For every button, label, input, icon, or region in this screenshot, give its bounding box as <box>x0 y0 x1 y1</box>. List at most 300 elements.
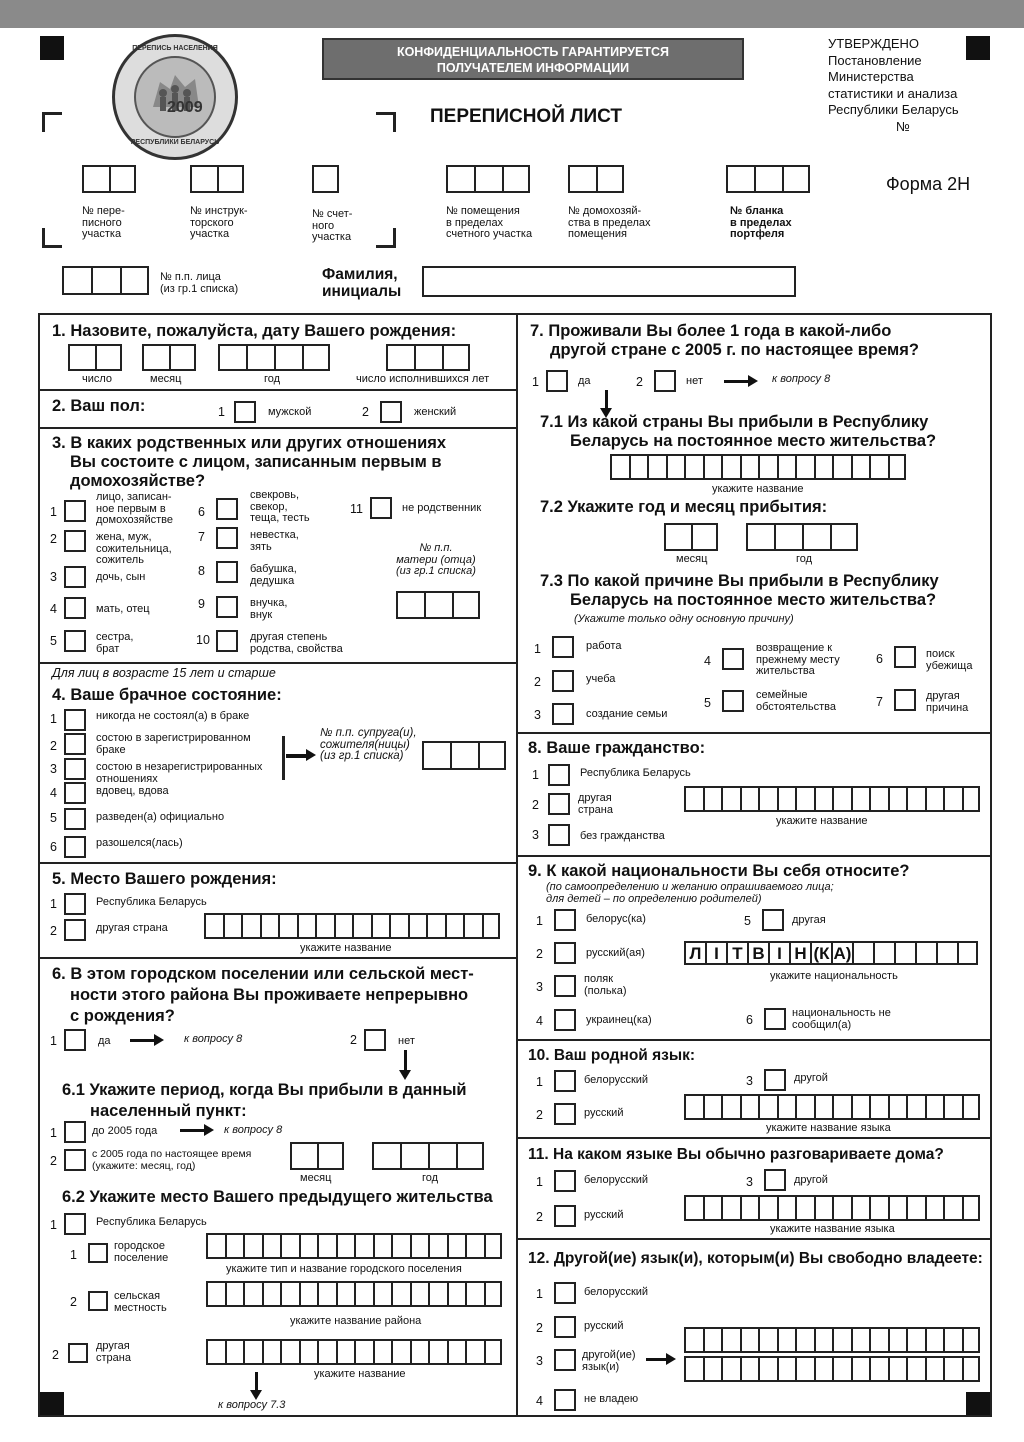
letter-cell[interactable] <box>888 454 907 480</box>
q8-opt3-label: без гражданства <box>580 830 665 842</box>
letter-cell[interactable] <box>869 1356 888 1382</box>
nationality-cell[interactable]: І <box>768 941 789 965</box>
letter-cell[interactable] <box>906 1195 925 1221</box>
letter-cell[interactable] <box>851 1327 870 1353</box>
letter-cell[interactable] <box>684 1094 703 1120</box>
q73-opt5-checkbox[interactable] <box>722 690 744 712</box>
letter-cell[interactable] <box>371 913 390 939</box>
letter-cell[interactable] <box>851 454 870 480</box>
letter-cell[interactable] <box>336 1339 355 1365</box>
q3-opt11-checkbox[interactable] <box>370 497 392 519</box>
letter-cell[interactable] <box>354 1281 373 1307</box>
q9-nationality-field[interactable] <box>684 941 978 965</box>
letter-cell[interactable] <box>428 1281 447 1307</box>
q11-language-field[interactable] <box>684 1195 980 1221</box>
letter-cell[interactable] <box>299 1233 318 1259</box>
q4-arrow <box>286 754 308 758</box>
letter-cell[interactable] <box>943 1356 962 1382</box>
q12-language-field-2[interactable] <box>684 1356 980 1382</box>
code-boxes-2[interactable] <box>190 165 244 193</box>
q61-opt1-checkbox[interactable] <box>64 1121 86 1143</box>
num: 2 <box>532 798 539 812</box>
letter-cell[interactable] <box>354 1233 373 1259</box>
letter-cell[interactable] <box>484 1281 503 1307</box>
letter-cell[interactable] <box>814 1327 833 1353</box>
letter-cell[interactable] <box>777 1356 796 1382</box>
approved-line: статистики и анализа <box>828 85 958 101</box>
q72-year-boxes[interactable] <box>746 523 858 551</box>
q3-opt3-checkbox[interactable] <box>64 566 86 588</box>
q61-opt2-checkbox[interactable] <box>64 1149 86 1171</box>
confidential-line1: КОНФИДЕНЦИАЛЬНОСТЬ ГАРАНТИРУЕТСЯ <box>396 45 670 59</box>
letter-cell[interactable] <box>373 1281 392 1307</box>
q2-male-label: мужской <box>268 406 312 418</box>
letter-cell[interactable] <box>206 1339 225 1365</box>
letter-cell[interactable] <box>795 1356 814 1382</box>
q61-title: 6.1 Укажите период, когда Вы прибыли в данный населенный пункт: <box>62 1081 467 1120</box>
letter-cell[interactable] <box>278 913 297 939</box>
bracket-br <box>376 228 396 248</box>
q9-opt4-checkbox[interactable] <box>554 1009 576 1031</box>
q10-opt2-label: русский <box>584 1107 624 1119</box>
letter-cell[interactable] <box>777 454 796 480</box>
q3-opt10-checkbox[interactable] <box>216 630 238 652</box>
letter-cell[interactable] <box>777 1327 796 1353</box>
letter-cell[interactable] <box>243 1339 262 1365</box>
letter-cell[interactable] <box>740 1094 759 1120</box>
letter-cell[interactable] <box>740 1356 759 1382</box>
q73-note: (Укажите только одну основную причину) <box>574 613 794 625</box>
q10-opt2-checkbox[interactable] <box>554 1103 576 1125</box>
letter-cell[interactable] <box>391 1281 410 1307</box>
q9-opt3-checkbox[interactable] <box>554 975 576 997</box>
q4-opt4-checkbox[interactable] <box>64 782 86 804</box>
letter-cell[interactable] <box>243 1281 262 1307</box>
q4-opt1-checkbox[interactable] <box>64 709 86 731</box>
letter-cell[interactable] <box>851 1195 870 1221</box>
letter-cell[interactable] <box>408 913 427 939</box>
letter-cell[interactable] <box>225 1339 244 1365</box>
num: 4 <box>50 602 57 616</box>
q5-opt1-checkbox[interactable] <box>64 893 86 915</box>
num: 1 <box>50 1034 57 1048</box>
q10-opt1-checkbox[interactable] <box>554 1070 576 1092</box>
letter-cell[interactable] <box>299 1339 318 1365</box>
letter-cell[interactable] <box>684 1356 703 1382</box>
q11-opt1-checkbox[interactable] <box>554 1170 576 1192</box>
letter-cell[interactable] <box>962 1327 981 1353</box>
letter-cell[interactable] <box>777 1094 796 1120</box>
letter-cell[interactable] <box>832 1356 851 1382</box>
q5-country-field[interactable] <box>204 913 500 939</box>
letter-cell[interactable] <box>482 913 501 939</box>
q4-spouse-boxes[interactable] <box>422 741 506 770</box>
q6-yes-checkbox[interactable] <box>64 1029 86 1051</box>
q73-opt4-checkbox[interactable] <box>722 648 744 670</box>
q62-rural-label: сельская местность <box>114 1290 167 1314</box>
num: 7 <box>198 530 205 544</box>
letter-cell[interactable] <box>925 1195 944 1221</box>
letter-cell[interactable] <box>373 1339 392 1365</box>
approved-title: УТВЕРЖДЕНО <box>828 36 920 51</box>
letter-cell[interactable] <box>758 786 777 812</box>
nationality-cell[interactable]: Н <box>789 941 810 965</box>
letter-cell[interactable] <box>410 1281 429 1307</box>
q6-no-checkbox[interactable] <box>364 1029 386 1051</box>
nationality-cell[interactable] <box>852 941 873 965</box>
letter-cell[interactable] <box>317 1339 336 1365</box>
q1-year-boxes[interactable] <box>218 344 330 371</box>
letter-cell[interactable] <box>703 454 722 480</box>
letter-cell[interactable] <box>832 1195 851 1221</box>
letter-cell[interactable] <box>445 913 464 939</box>
q10-title: 10. Ваш родной язык: <box>528 1047 696 1064</box>
q62-rural-checkbox[interactable] <box>88 1291 108 1311</box>
q1-age-boxes[interactable] <box>386 344 470 371</box>
letter-cell[interactable] <box>814 454 833 480</box>
letter-cell[interactable] <box>962 1094 981 1120</box>
q73-opt3-checkbox[interactable] <box>552 703 574 725</box>
letter-cell[interactable] <box>426 913 445 939</box>
letter-cell[interactable] <box>740 1195 759 1221</box>
letter-cell[interactable] <box>410 1233 429 1259</box>
num: 1 <box>534 642 541 656</box>
q12-opt2-label: русский <box>584 1320 624 1332</box>
letter-cell[interactable] <box>204 913 223 939</box>
letter-cell[interactable] <box>832 1327 851 1353</box>
q72-month-boxes[interactable] <box>664 523 718 551</box>
letter-cell[interactable] <box>925 1327 944 1353</box>
q11-opt3-checkbox[interactable] <box>764 1169 786 1191</box>
q3-opt9-checkbox[interactable] <box>216 596 238 618</box>
letter-cell[interactable] <box>225 1233 244 1259</box>
letter-cell[interactable] <box>721 454 740 480</box>
letter-cell[interactable] <box>943 786 962 812</box>
letter-cell[interactable] <box>962 1356 981 1382</box>
letter-cell[interactable] <box>647 454 666 480</box>
letter-cell[interactable] <box>869 1195 888 1221</box>
letter-cell[interactable] <box>262 1339 281 1365</box>
letter-cell[interactable] <box>465 1233 484 1259</box>
letter-cell[interactable] <box>373 1233 392 1259</box>
code-label-4: № помещения в пределах счетного участка <box>446 205 533 240</box>
q3-opt4-checkbox[interactable] <box>64 597 86 619</box>
num: 1 <box>532 375 539 389</box>
bracket-bl <box>42 228 62 248</box>
letter-cell[interactable] <box>851 1094 870 1120</box>
letter-cell[interactable] <box>869 454 888 480</box>
q1-day-boxes[interactable] <box>68 344 122 371</box>
letter-cell[interactable] <box>317 1233 336 1259</box>
letter-cell[interactable] <box>814 1195 833 1221</box>
q9-opt2-checkbox[interactable] <box>554 942 576 964</box>
letter-cell[interactable] <box>832 786 851 812</box>
num: 6 <box>50 840 57 854</box>
letter-cell[interactable] <box>299 1281 318 1307</box>
letter-cell[interactable] <box>832 1094 851 1120</box>
letter-cell[interactable] <box>354 1339 373 1365</box>
letter-cell[interactable] <box>280 1233 299 1259</box>
q72-year-label: год <box>796 553 813 565</box>
q9-opt3-label: поляк (полька) <box>584 973 627 997</box>
q61-year-boxes[interactable] <box>372 1142 484 1170</box>
letter-cell[interactable] <box>428 1339 447 1365</box>
code-label-6: № бланка в пределах портфеля <box>730 205 792 240</box>
letter-cell[interactable] <box>795 1094 814 1120</box>
q7-yes-checkbox[interactable] <box>546 370 568 392</box>
letter-cell[interactable] <box>906 1356 925 1382</box>
q9-opt1-checkbox[interactable] <box>554 909 576 931</box>
letter-cell[interactable] <box>206 1233 225 1259</box>
q73-opt1-checkbox[interactable] <box>552 636 574 658</box>
q71-hint: укажите название <box>712 483 804 495</box>
q73-opt2-checkbox[interactable] <box>552 670 574 692</box>
q62-other-field[interactable] <box>206 1339 502 1365</box>
q4-preface: Для лиц в возрасте 15 лет и старше <box>52 666 276 680</box>
q1-month-boxes[interactable] <box>142 344 196 371</box>
code-boxes-4[interactable] <box>446 165 530 193</box>
letter-cell[interactable] <box>410 1339 429 1365</box>
nationality-cell[interactable]: (К <box>810 941 831 965</box>
letter-cell[interactable] <box>869 1094 888 1120</box>
code-boxes-6[interactable] <box>726 165 810 193</box>
letter-cell[interactable] <box>888 1195 907 1221</box>
letter-cell[interactable] <box>869 1327 888 1353</box>
letter-cell[interactable] <box>721 786 740 812</box>
letter-cell[interactable] <box>336 1281 355 1307</box>
letter-cell[interactable] <box>225 1281 244 1307</box>
q73-opt7-checkbox[interactable] <box>894 689 916 711</box>
letter-cell[interactable] <box>447 1281 466 1307</box>
letter-cell[interactable] <box>962 786 981 812</box>
q62-urban-checkbox[interactable] <box>88 1243 108 1263</box>
q3-opt7-checkbox[interactable] <box>216 527 238 549</box>
q12-opt3-checkbox[interactable] <box>554 1349 576 1371</box>
letter-cell[interactable] <box>795 454 814 480</box>
q1-year-label: год <box>264 373 281 385</box>
q8-country-field[interactable] <box>684 786 980 812</box>
letter-cell[interactable] <box>684 1195 703 1221</box>
letter-cell[interactable] <box>888 786 907 812</box>
letter-cell[interactable] <box>906 1094 925 1120</box>
letter-cell[interactable] <box>795 1327 814 1353</box>
q8-opt2-checkbox[interactable] <box>548 793 570 815</box>
q62-other-label: другая страна <box>96 1340 131 1364</box>
letter-cell[interactable] <box>906 786 925 812</box>
letter-cell[interactable] <box>814 786 833 812</box>
q4-opt6-checkbox[interactable] <box>64 836 86 858</box>
letter-cell[interactable] <box>703 1356 722 1382</box>
letter-cell[interactable] <box>795 1195 814 1221</box>
letter-cell[interactable] <box>721 1356 740 1382</box>
code-boxes-5[interactable] <box>568 165 624 193</box>
q73-opt3-label: создание семьи <box>586 708 668 720</box>
q8-opt2-label: другая страна <box>578 792 613 816</box>
nationality-cell[interactable] <box>894 941 915 965</box>
letter-cell[interactable] <box>758 454 777 480</box>
letter-cell[interactable] <box>280 1281 299 1307</box>
q3-opt2-label: жена, муж, сожительница, сожитель <box>96 531 172 566</box>
letter-cell[interactable] <box>262 1233 281 1259</box>
q7-no-checkbox[interactable] <box>654 370 676 392</box>
q8-title: 8. Ваше гражданство: <box>528 739 706 757</box>
letter-cell[interactable] <box>262 1281 281 1307</box>
q2-male-checkbox[interactable] <box>234 401 256 423</box>
q3-opt1-checkbox[interactable] <box>64 500 86 522</box>
letter-cell[interactable] <box>336 1233 355 1259</box>
letter-cell[interactable] <box>389 913 408 939</box>
code-boxes-3[interactable] <box>312 165 339 193</box>
letter-cell[interactable] <box>740 454 759 480</box>
letter-cell[interactable] <box>484 1339 503 1365</box>
num: 2 <box>50 924 57 938</box>
letter-cell[interactable] <box>260 913 279 939</box>
letter-cell[interactable] <box>795 786 814 812</box>
q73-opt6-checkbox[interactable] <box>894 646 916 668</box>
nationality-cell[interactable] <box>873 941 894 965</box>
person-no-boxes[interactable] <box>62 266 149 295</box>
q62-urban-field[interactable] <box>206 1233 502 1259</box>
letter-cell[interactable] <box>962 1195 981 1221</box>
q62-other-hint: укажите название <box>314 1368 406 1380</box>
letter-cell[interactable] <box>465 1339 484 1365</box>
q62-rural-field[interactable] <box>206 1281 502 1307</box>
letter-cell[interactable] <box>832 454 851 480</box>
q12-language-field-1[interactable] <box>684 1327 980 1353</box>
letter-cell[interactable] <box>703 1195 722 1221</box>
q62-rb-checkbox[interactable] <box>64 1213 86 1235</box>
q9-opt5-checkbox[interactable] <box>762 909 784 931</box>
letter-cell[interactable] <box>428 1233 447 1259</box>
letter-cell[interactable] <box>484 1233 503 1259</box>
q61-month-boxes[interactable] <box>290 1142 344 1170</box>
nationality-cell[interactable]: Л <box>684 941 705 965</box>
letter-cell[interactable] <box>777 1195 796 1221</box>
q2-female-checkbox[interactable] <box>380 401 402 423</box>
letter-cell[interactable] <box>740 786 759 812</box>
nationality-cell[interactable]: Т <box>726 941 747 965</box>
letter-cell[interactable] <box>352 913 371 939</box>
letter-cell[interactable] <box>315 913 334 939</box>
letter-cell[interactable] <box>297 913 316 939</box>
q3-opt2-checkbox[interactable] <box>64 530 86 552</box>
letter-cell[interactable] <box>223 913 242 939</box>
letter-cell[interactable] <box>447 1339 466 1365</box>
q3-opt5-checkbox[interactable] <box>64 630 86 652</box>
q5-opt1-label: Республика Беларусь <box>96 896 207 908</box>
letter-cell[interactable] <box>814 1356 833 1382</box>
nationality-cell[interactable]: В <box>747 941 768 965</box>
letter-cell[interactable] <box>758 1327 777 1353</box>
q9-opt6-checkbox[interactable] <box>764 1008 786 1030</box>
letter-cell[interactable] <box>943 1327 962 1353</box>
nationality-cell[interactable]: А) <box>831 941 852 965</box>
divider <box>38 957 516 959</box>
letter-cell[interactable] <box>758 1356 777 1382</box>
letter-cell[interactable] <box>888 1356 907 1382</box>
q12-opt1-checkbox[interactable] <box>554 1282 576 1304</box>
letter-cell[interactable] <box>740 1327 759 1353</box>
letter-cell[interactable] <box>888 1094 907 1120</box>
letter-cell[interactable] <box>666 454 685 480</box>
letter-cell[interactable] <box>703 786 722 812</box>
letter-cell[interactable] <box>684 454 703 480</box>
letter-cell[interactable] <box>703 1094 722 1120</box>
nationality-cell[interactable] <box>936 941 957 965</box>
q5-opt2-checkbox[interactable] <box>64 919 86 941</box>
q8-opt3-checkbox[interactable] <box>548 824 570 846</box>
nationality-cell[interactable] <box>957 941 978 965</box>
letter-cell[interactable] <box>758 1094 777 1120</box>
letter-cell[interactable] <box>703 1327 722 1353</box>
q3-mother-boxes[interactable] <box>396 591 480 619</box>
letter-cell[interactable] <box>851 1356 870 1382</box>
letter-cell[interactable] <box>721 1327 740 1353</box>
letter-cell[interactable] <box>925 1356 944 1382</box>
form-title: ПЕРЕПИСНОЙ ЛИСТ <box>430 106 622 127</box>
nationality-cell[interactable] <box>915 941 936 965</box>
letter-cell[interactable] <box>463 913 482 939</box>
letter-cell[interactable] <box>721 1195 740 1221</box>
q62-other-checkbox[interactable] <box>68 1343 88 1363</box>
q3-opt8-checkbox[interactable] <box>216 561 238 583</box>
q11-opt2-checkbox[interactable] <box>554 1205 576 1227</box>
q10-language-field[interactable] <box>684 1094 980 1120</box>
letter-cell[interactable] <box>391 1233 410 1259</box>
letter-cell[interactable] <box>447 1233 466 1259</box>
q2-num-2: 2 <box>362 405 369 419</box>
letter-cell[interactable] <box>241 913 260 939</box>
q4-opt2-checkbox[interactable] <box>64 733 86 755</box>
q4-opt3-checkbox[interactable] <box>64 758 86 780</box>
q12-opt4-checkbox[interactable] <box>554 1389 576 1411</box>
letter-cell[interactable] <box>684 1327 703 1353</box>
letter-cell[interactable] <box>888 1327 907 1353</box>
letter-cell[interactable] <box>629 454 648 480</box>
q4-opt1-label: никогда не состоял(а) в браке <box>96 710 250 722</box>
letter-cell[interactable] <box>925 786 944 812</box>
code-boxes-1[interactable] <box>82 165 136 193</box>
letter-cell[interactable] <box>206 1281 225 1307</box>
letter-cell[interactable] <box>610 454 629 480</box>
q4-opt5-checkbox[interactable] <box>64 808 86 830</box>
letter-cell[interactable] <box>943 1195 962 1221</box>
letter-cell[interactable] <box>869 786 888 812</box>
letter-cell[interactable] <box>465 1281 484 1307</box>
letter-cell[interactable] <box>943 1094 962 1120</box>
q8-opt1-checkbox[interactable] <box>548 764 570 786</box>
letter-cell[interactable] <box>758 1195 777 1221</box>
letter-cell[interactable] <box>777 786 796 812</box>
letter-cell[interactable] <box>280 1339 299 1365</box>
letter-cell[interactable] <box>684 786 703 812</box>
letter-cell[interactable] <box>906 1327 925 1353</box>
letter-cell[interactable] <box>243 1233 262 1259</box>
surname-field[interactable] <box>422 266 796 297</box>
letter-cell[interactable] <box>334 913 353 939</box>
nationality-cell[interactable]: І <box>705 941 726 965</box>
letter-cell[interactable] <box>814 1094 833 1120</box>
letter-cell[interactable] <box>851 786 870 812</box>
q12-opt2-checkbox[interactable] <box>554 1316 576 1338</box>
letter-cell[interactable] <box>391 1339 410 1365</box>
letter-cell[interactable] <box>721 1094 740 1120</box>
q10-opt3-checkbox[interactable] <box>764 1069 786 1091</box>
letter-cell[interactable] <box>925 1094 944 1120</box>
q3-opt6-checkbox[interactable] <box>216 498 238 520</box>
q71-country-field[interactable] <box>610 454 906 480</box>
letter-cell[interactable] <box>317 1281 336 1307</box>
